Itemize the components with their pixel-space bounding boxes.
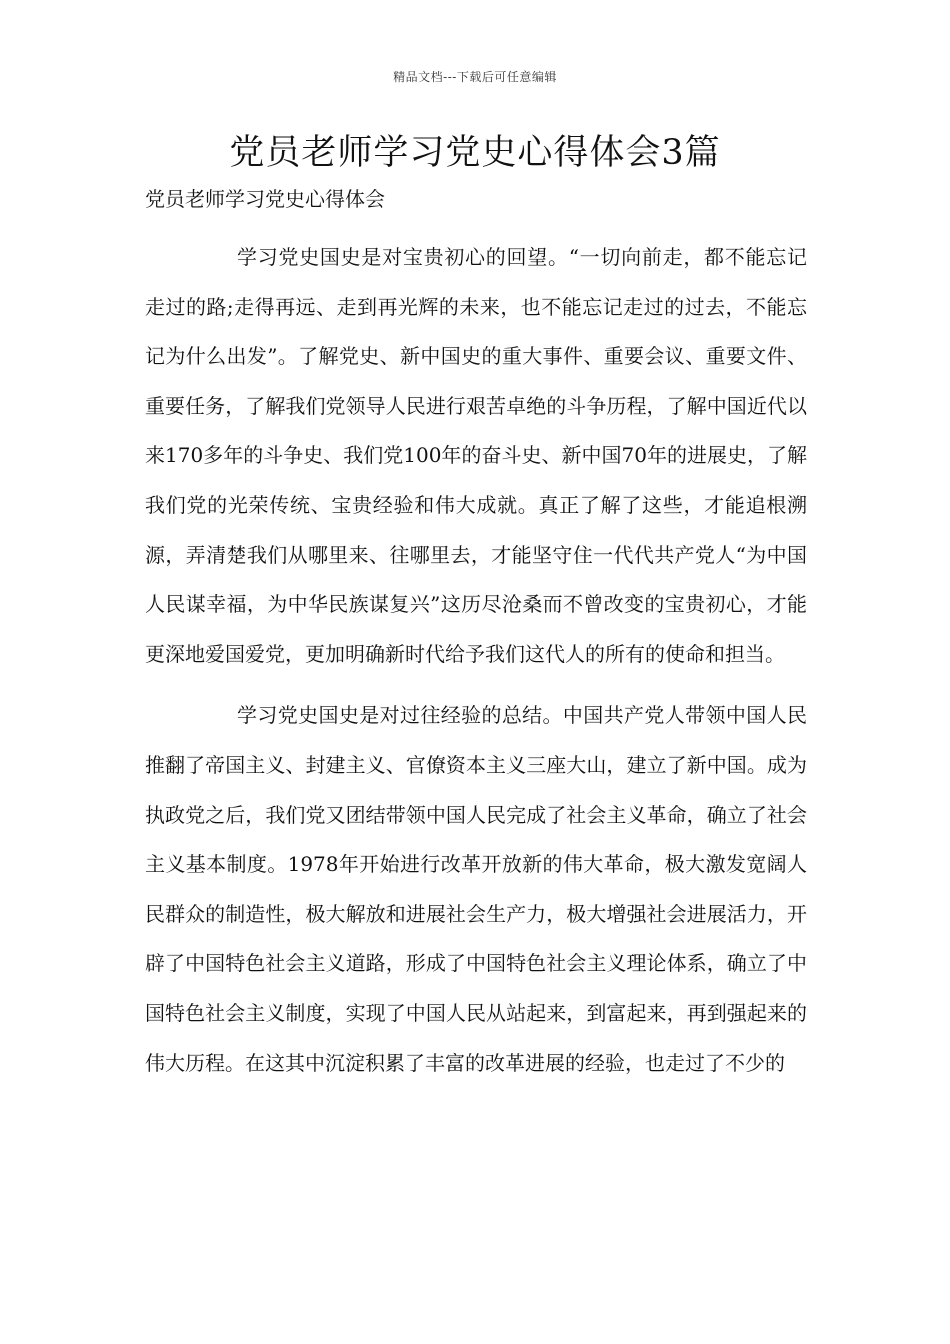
document-body xyxy=(145,233,807,1088)
paragraph-2: 学习党史国史是对过往经验的总结。中国共产党人带领中国人民推翻了帝国主义、封建主义、官僚资本主义三座大山，建立了新中国。成为执政党之后，我们党又团结带领中国人民完成了社会主义革命，确立了社会主义基本制度。1978年开始进行改革开放新的伟大革命，极大激发宽阔人民群众的制造性，极大解放和进展社会生产力，极大增强社会进展活力，开辟了中国特色社会主义道路，形成了中国特色社会主义理论体系，确立了中国特色社会主义制度，实现了中国人民从站起来，到富起来，再到强起来的伟大历程。在这其中沉淀积累了丰富的改革进展的经验，也走过了不少的 xyxy=(145,703,807,1075)
document-title: 党员老师学习党史心得体会3篇 xyxy=(229,133,721,173)
document-subtitle: 党员老师学习党史心得体会 xyxy=(145,187,385,211)
paragraph-1: 学习党史国史是对宝贵初心的回望。“一切向前走，都不能忘记走过的路;走得再远、走到再光辉的未来，也不能忘记走过的过去，不能忘记为什么出发”。了解党史、新中国史的重大事件、重要会议、重要文件、重要任务，了解我们党领导人民进行艰苦卓绝的斗争历程，了解中国近代以来170多年的斗争史、我们党100年的奋斗史、新中国70年的进展史，了解我们党的光荣传统、宝贵经验和伟大成就。真正了解了这些，才能追根溯源，弄清楚我们从哪里来、往哪里去，才能坚守住一代代共产党人“为中国人民谋幸福，为中华民族谋复兴”这历尽沧桑而不曾改变的宝贵初心，才能更深地爱国爱党，更加明确新时代给予我们这代人的所有的使命和担当。 xyxy=(145,245,807,666)
header-note: 精品文档---下载后可任意编辑 xyxy=(393,70,557,84)
